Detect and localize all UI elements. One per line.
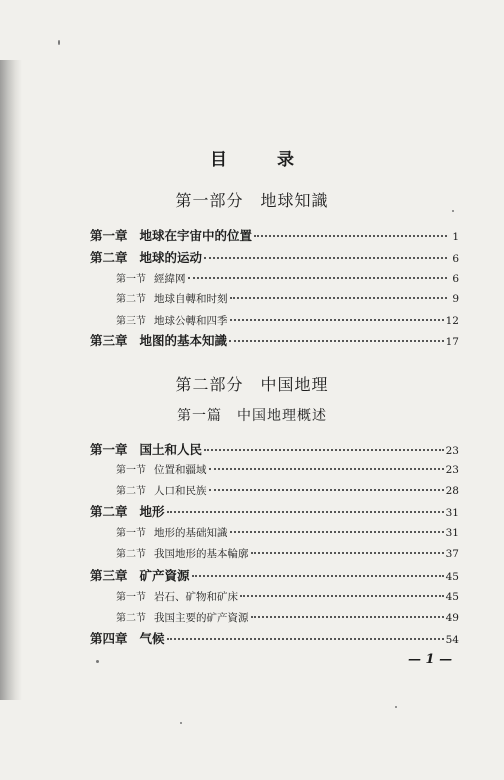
entry-page: 31: [445, 527, 459, 539]
entry-title: 地球自轉和时刻: [154, 293, 228, 305]
entry-page: 49: [445, 612, 459, 624]
part2-title: 第二部分 中国地理: [175, 375, 329, 394]
entry-page: 45: [445, 571, 459, 583]
entry-page: 9: [452, 293, 459, 305]
entry-label: 第一节: [116, 592, 146, 603]
entry-title: 地形: [139, 504, 165, 519]
entry-title: 地图的基本知識: [139, 333, 228, 348]
entry-label: 第二节: [116, 486, 146, 497]
entry-page: 23: [445, 464, 459, 476]
entry-page: 17: [445, 336, 459, 348]
entry-label: 第二节: [116, 613, 146, 624]
toc-entry: [116, 270, 459, 286]
entry-label: 第一节: [116, 528, 146, 539]
entry-title: 矿产資源: [139, 568, 190, 583]
toc-entry: [90, 248, 459, 266]
toc-entry: [116, 588, 459, 604]
entry-title: 人口和民族: [154, 485, 207, 497]
dot-leader: [254, 235, 447, 237]
entry-page: 12: [445, 315, 459, 327]
entry-page: 31: [445, 507, 459, 519]
ink-speck: [58, 40, 60, 45]
toc-entry: [90, 502, 459, 520]
dot-leader: [209, 489, 444, 491]
toc-entry: [116, 524, 459, 540]
dot-leader: [230, 531, 444, 533]
entry-label: 第二章: [90, 250, 128, 265]
dot-leader: [167, 511, 444, 513]
toc-entry: [116, 312, 459, 328]
toc-entry: [116, 609, 459, 625]
dot-leader: [204, 449, 444, 451]
toc-entry: [90, 629, 459, 647]
dot-leader: [204, 257, 447, 259]
entry-label: 第三章: [90, 333, 128, 348]
entry-label: 第一章: [90, 442, 128, 457]
toc-entry: [116, 545, 459, 561]
entry-label: 第二节: [116, 294, 146, 305]
dot-leader: [240, 595, 444, 597]
entry-page: 28: [445, 485, 459, 497]
dot-leader: [167, 638, 444, 640]
entry-title: 岩石、矿物和矿床: [154, 591, 238, 603]
dot-leader: [251, 552, 444, 554]
ink-speck: [96, 660, 99, 663]
toc-entry: [90, 226, 459, 244]
dot-leader: [209, 468, 444, 470]
ink-speck: [395, 706, 397, 708]
entry-label: 第三章: [90, 568, 128, 583]
entry-label: 第二节: [116, 549, 146, 560]
dot-leader: [229, 340, 444, 342]
entry-page: 54: [445, 634, 459, 646]
entry-page: 45: [445, 591, 459, 603]
toc-entry: [90, 440, 459, 458]
entry-label: 第一节: [116, 465, 146, 476]
ink-speck: [180, 722, 182, 724]
entry-page: 6: [452, 273, 459, 285]
part1-title: 第一部分 地球知識: [175, 191, 329, 210]
dot-leader: [251, 616, 444, 618]
entry-page: 37: [445, 548, 459, 560]
ink-speck: [452, 210, 454, 212]
entry-title: 地形的基础知識: [154, 527, 228, 539]
entry-title: 地球公轉和四季: [154, 315, 228, 327]
entry-title: 地球在宇宙中的位置: [139, 228, 253, 243]
toc-entry: [90, 331, 459, 349]
entry-title: 經緯网: [154, 273, 186, 285]
entry-title: 我国主要的矿产資源: [154, 612, 249, 624]
page-number: — 1 —: [408, 652, 453, 667]
entry-page: 6: [452, 253, 459, 265]
part2-section-title: 第一篇 中国地理概述: [177, 408, 327, 424]
dot-leader: [230, 319, 444, 321]
dot-leader: [192, 575, 444, 577]
entry-title: 国土和人民: [139, 442, 203, 457]
toc-entry: [116, 461, 459, 477]
entry-title: 气候: [139, 631, 165, 646]
entry-label: 第四章: [90, 631, 128, 646]
entry-title: 位置和疆域: [154, 464, 207, 476]
dot-leader: [188, 277, 448, 279]
entry-label: 第三节: [116, 316, 146, 327]
entry-page: 1: [452, 231, 459, 243]
dot-leader: [230, 297, 448, 299]
entry-title: 地球的运动: [139, 250, 203, 265]
entry-page: 23: [445, 445, 459, 457]
entry-label: 第二章: [90, 504, 128, 519]
entry-title: 我国地形的基本輪廓: [154, 548, 249, 560]
toc-entry: [116, 290, 459, 306]
toc-entry: [116, 482, 459, 498]
toc-entry: [90, 566, 459, 584]
entry-label: 第一章: [90, 228, 128, 243]
toc-title: 目 录: [210, 150, 316, 170]
entry-label: 第一节: [116, 274, 146, 285]
